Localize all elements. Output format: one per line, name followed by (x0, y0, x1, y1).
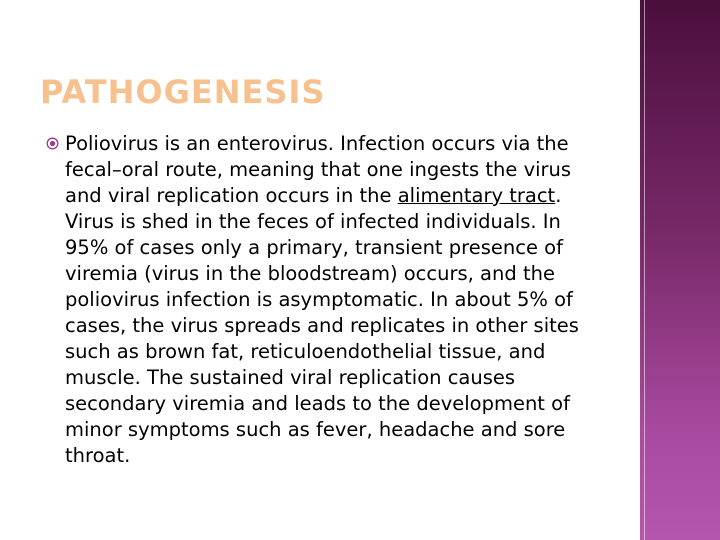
bullet-item (46, 131, 606, 469)
bullet-paragraph (65, 131, 606, 469)
alimentary-tract-link[interactable]: alimentary tract (397, 184, 556, 207)
side-decorative-band (640, 0, 720, 540)
circle-bullet-icon (46, 137, 59, 150)
bullet-text-start: Poliovirus is an enterovirus. Infection occurs via the fecal–oral route, meaning that one ingests the virus and viral replication occurs in the (65, 132, 572, 207)
bullet-text-end: . Virus is shed in the feces of infected individuals. In 95% of cases only a primary, transient presence of viremia (virus in the bloodstream) occurs, and the poliovirus infection is asymptomatic. In about 5% of cases, the virus spreads and replicates in other sites such as brown fat, reticuloendothelial tissue, and muscle. The sustained viral replication causes secondary viremia and leads to the development of minor symptoms such as fever, headache and sore throat. (65, 184, 579, 467)
slide-title: PATHOGENESIS (40, 73, 326, 111)
band-separator-line (644, 0, 645, 540)
slide-content (46, 131, 606, 469)
